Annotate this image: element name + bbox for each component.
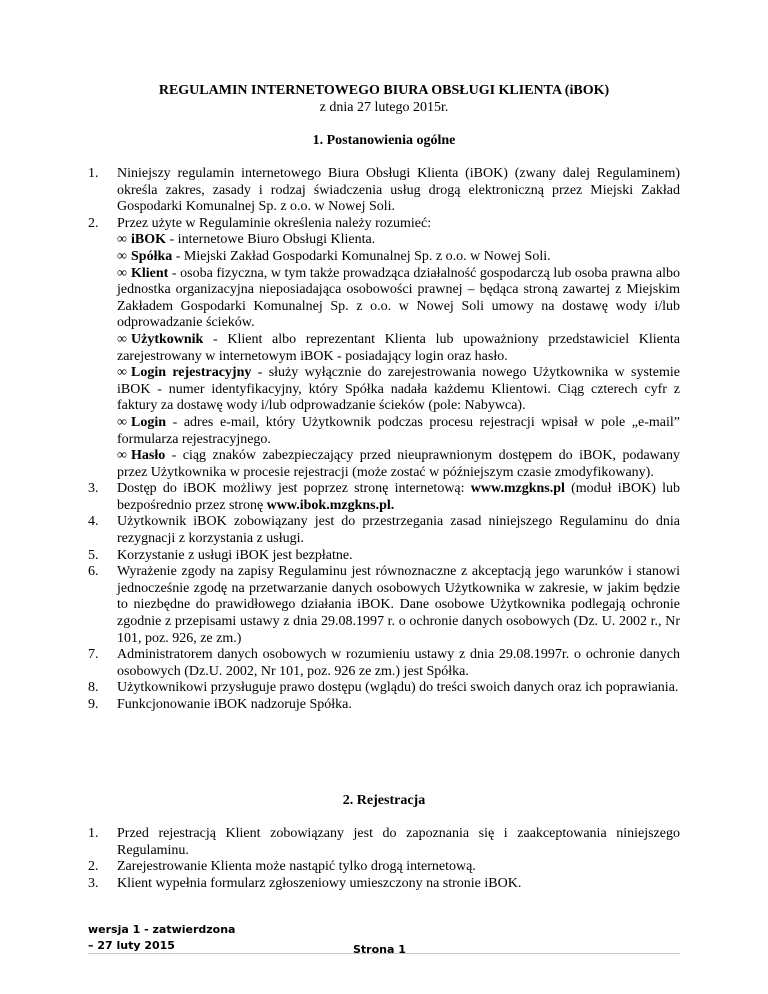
list-item: 6. Wyrażenie zgody na zapisy Regulaminu jest równoznaczne z akceptacją jego warunków i stanowi jednocześnie zgodę na przetwarzanie danych osobowych Użytkownika w zakresie, w jakim będzie to niezbędne do prawidłowego działania iBOK. Dane osobowe Użytkownika podlegają ochronie zgodnie z przepisami ustawy z dnia 29.08.1997 r. o ochronie danych osobowych (Dz. U. 2002 r., Nr 101, poz. 926, ze zm.) bbox=[88, 564, 680, 646]
list-item: 1. Niniejszy regulamin internetowego Biura Obsługi Klienta (iBOK) (zwany dalej Regulaminem) określa zakres, zasady i rodzaj świadczenia usług drogą elektroniczną przez Miejski Zakład Gospodarki Komunalnej Sp. z o.o. w Nowej Soli. bbox=[88, 166, 680, 215]
list-item: 8. Użytkownikowi przysługuje prawo dostępu (wglądu) do treści swoich danych oraz ich poprawiania. bbox=[88, 680, 679, 696]
section-2-heading: 2. Rejestracja bbox=[342, 793, 426, 808]
definition-spolka: ∞ Spółka - Miejski Zakład Gospodarki Komunalnej Sp. z o.o. w Nowej Soli. bbox=[117, 248, 551, 264]
list-item: 2. Przez użyte w Regulaminie określenia należy rozumieć: ∞ iBOK - internetowe Biuro Obsługi Klienta. ∞ Spółka - Miejski Zakład Gospodarki Komunalnej Sp. z o.o. w Nowej Soli. ∞ Klient - osoba fizyczna, w tym także prowadząca działalność gospodarczą lub osoba prawna albo jednostka organizacyjna nieposiadająca osobowości prawnej – będąca stroną zawartej z Miejskim Zakładem Gospodarki Komunalnej Sp. z o.o. w Nowej Soli umowy na dostawę wody i/lub odprowadzanie ścieków. ∞ Użytkownik - Klient albo reprezentant Klienta lub upoważniony przedstawiciel Klienta zarejestrowany w internetowym iBOK - posiadający login oraz hasło. ∞ Login rejestracyjny - służy wyłącznie do zarejestrowania nowego Użytkownika w systemie iBOK - numer identyfikacyjny, który Spółka nadała każdemu Klientowi. Ciąg czterech cyfr z faktury za dostawę wody i/lub odprowadzanie ścieków (pole: Nabywca). ∞ Login - adres e-mail, który Użytkownik podczas procesu rejestracji wpisał w pole „e-mail” formularza rejestracyjnego. ∞ Hasło - ciąg znaków zabezpieczający przed nieuprawnionym dostępem do iBOK, podawany przez Użytkownika w procesie rejestracji (może zostać w późniejszym czasie zmodyfikowany). bbox=[88, 215, 680, 480]
definition-klient: ∞ Klient - osoba fizyczna, w tym także prowadząca działalność gospodarczą lub osoba prawna albo jednostka organizacyjna nieposiadająca osobowości prawnej – będąca stroną zawartej z Miejskim Zakładem Gospodarki Komunalnej Sp. z o.o. w Nowej Soli umowy na dostawę wody i/lub odprowadzanie ścieków. bbox=[117, 265, 680, 331]
infinity-bullet-icon: ∞ bbox=[117, 365, 127, 381]
infinity-bullet-icon: ∞ bbox=[117, 448, 127, 464]
list-item: 7. Administratorem danych osobowych w rozumieniu ustawy z dnia 29.08.1997r. o ochronie danych osobowych (Dz.U. 2002, Nr 101, poz. 926 ze zm.) jest Spółka. bbox=[88, 647, 680, 679]
list-item: 4. Użytkownik iBOK zobowiązany jest do przestrzegania zasad niniejszego Regulaminu do dnia rezygnacji z korzystania z usługi. bbox=[88, 514, 680, 547]
page-number: Strona 1 bbox=[353, 943, 406, 956]
infinity-bullet-icon: ∞ bbox=[117, 414, 127, 430]
definition-login-rejestracyjny: ∞ Login rejestracyjny - służy wyłącznie do zarejestrowania nowego Użytkownika w systemie iBOK - numer identyfikacyjny, który Spółka nadała każdemu Klientowi. Ciąg czterech cyfr z faktury za dostawę wody i/lub odprowadzanie ścieków (pole: Nabywca). bbox=[117, 365, 680, 414]
document-title: REGULAMIN INTERNETOWEGO BIURA OBSŁUGI KLIENTA (iBOK) bbox=[158, 83, 610, 98]
website-link[interactable]: www.mzgkns.pl bbox=[470, 481, 565, 497]
infinity-bullet-icon: ∞ bbox=[117, 265, 127, 281]
page-footer bbox=[88, 922, 680, 962]
version-note: wersja 1 - zatwierdzona – 27 luty 2015 bbox=[88, 923, 236, 952]
list-item: 9. Funkcjonowanie iBOK nadzoruje Spółka. bbox=[88, 697, 352, 712]
definition-uzytkownik: ∞ Użytkownik - Klient albo reprezentant Klienta lub upoważniony przedstawiciel Klienta zarejestrowany w internetowym iBOK - posiadający login oraz hasło. bbox=[117, 331, 680, 364]
definition-login: ∞ Login - adres e-mail, który Użytkownik podczas procesu rejestracji wpisał w pole „e-mail” formularza rejestracyjnego. bbox=[117, 414, 680, 447]
infinity-bullet-icon: ∞ bbox=[117, 248, 127, 264]
document-date: z dnia 27 lutego 2015r. bbox=[319, 100, 449, 115]
definition-ibok: ∞ iBOK - internetowe Biuro Obsługi Klienta. bbox=[117, 232, 376, 248]
list-item: 1. Przed rejestracją Klient zobowiązany jest do zapoznania się i zaakceptowania niniejszego Regulaminu. bbox=[88, 826, 680, 858]
list-item: 5. Korzystanie z usługi iBOK jest bezpłatne. bbox=[88, 547, 353, 563]
definition-haslo: ∞ Hasło - ciąg znaków zabezpieczający przed nieuprawnionym dostępem do iBOK, podawany przez Użytkownika w procesie rejestracji (może zostać w późniejszym czasie zmodyfikowany). bbox=[117, 448, 680, 480]
list-item: 2. Zarejestrowanie Klienta może nastąpić tylko drogą internetową. bbox=[88, 859, 476, 875]
infinity-bullet-icon: ∞ bbox=[117, 232, 127, 248]
list-item: 3. Dostęp do iBOK możliwy jest poprzez stronę internetową: www.mzgkns.pl (moduł iBOK) lub bezpośrednio przez stronę www.ibok.mzgkns.pl. bbox=[88, 481, 680, 513]
footer-divider bbox=[88, 953, 680, 954]
section-1-heading: 1. Postanowienia ogólne bbox=[312, 133, 456, 148]
section-2-list bbox=[88, 826, 680, 892]
section-1-list bbox=[88, 166, 680, 714]
infinity-bullet-icon: ∞ bbox=[117, 331, 127, 347]
list-item: 3. Klient wypełnia formularz zgłoszeniowy umieszczony na stronie iBOK. bbox=[88, 875, 522, 891]
ibok-link[interactable]: www.ibok.mzgkns.pl. bbox=[266, 497, 395, 513]
